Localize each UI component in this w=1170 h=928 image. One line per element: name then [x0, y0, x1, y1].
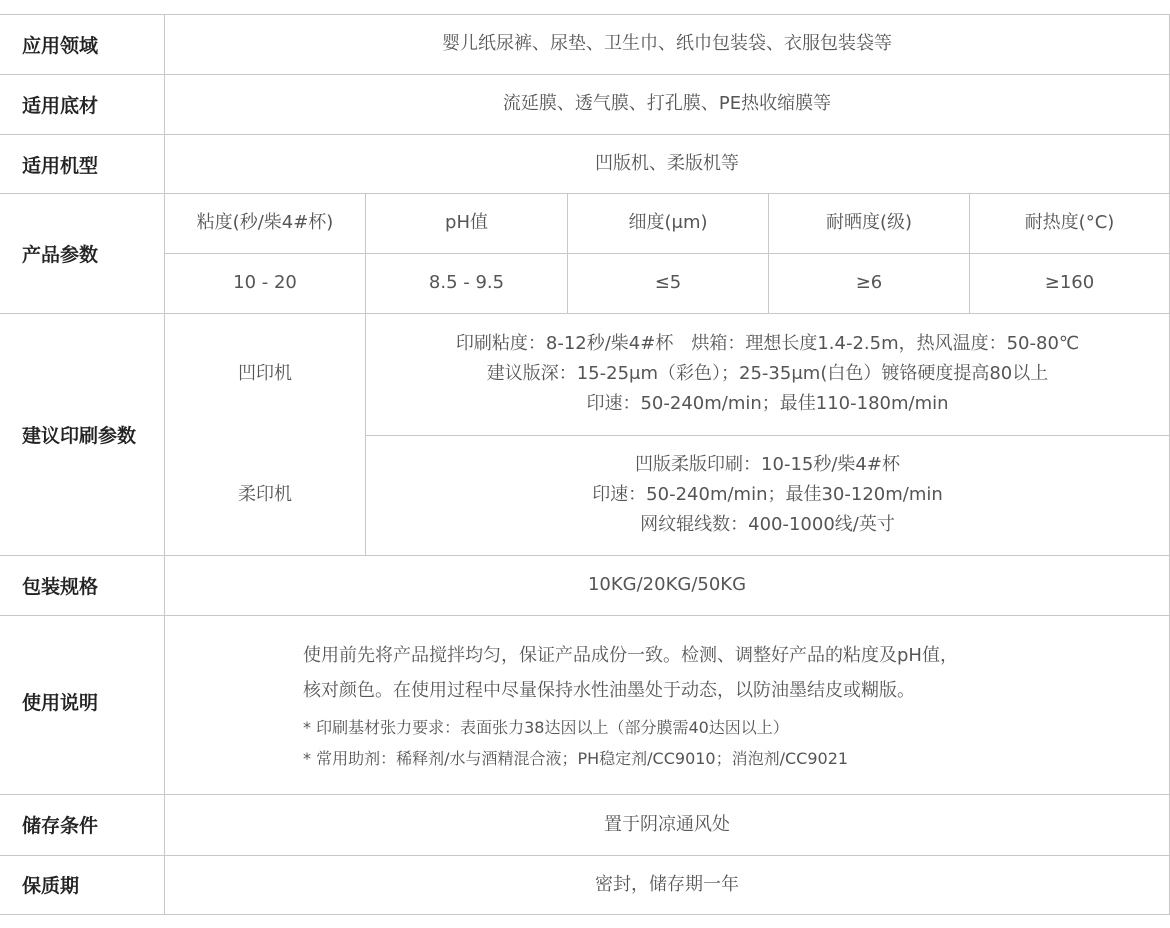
- label-application: 应用领域: [22, 34, 99, 57]
- value-substrate: 流延膜、透气膜、打孔膜、PE热收缩膜等: [502, 93, 832, 114]
- gravure-details: 印刷粘度：8-12秒/柴4#杯 烘箱：理想长度1.4-2.5m，热风温度：50-80℃ 建议版深：15-25μm（彩色）；25-35μm(白色）镀铬硬度提高80以上 印速：50-240m/min；最佳110-180m/min: [455, 333, 1080, 414]
- usage-note: * 常用助剂：稀释剂/水与酒精混合液；PH稳定剂/CC9010；消泡剂/CC9021: [303, 749, 849, 768]
- flexo-name: 柔印机: [238, 484, 292, 505]
- label-storage: 储存条件: [22, 814, 99, 837]
- label-machine: 适用机型: [22, 154, 99, 177]
- label-shelf-life: 保质期: [22, 874, 80, 897]
- value-packaging: 10KG/20KG/50KG: [587, 574, 747, 595]
- param-header-viscosity: 粘度(秒/柴4#杯): [196, 212, 334, 233]
- param-header-ph: pH值: [445, 212, 488, 233]
- usage-content: [303, 638, 1163, 774]
- param-header-fineness: 细度(μm): [628, 212, 708, 233]
- label-substrate: 适用底材: [22, 94, 99, 117]
- value-storage: 置于阴凉通风处: [604, 813, 730, 835]
- label-params: 产品参数: [22, 243, 99, 266]
- flexo-details: 凹版柔版印刷：10-15秒/柴4#杯 印速：50-240m/min；最佳30-120m/min 网纹辊线数：400-1000线/英寸: [592, 454, 943, 535]
- usage-note: * 印刷基材张力要求：表面张力38达因以上（部分膜需40达因以上）: [303, 718, 789, 737]
- param-header-lightfastness: 耐晒度(级): [825, 212, 913, 233]
- value-shelf-life: 密封，储存期一年: [595, 873, 739, 895]
- param-value-viscosity: 10 - 20: [233, 272, 297, 293]
- label-printing: 建议印刷参数: [22, 424, 137, 447]
- label-usage: 使用说明: [22, 691, 99, 714]
- param-header-heat-resistance: 耐热度(°C): [1024, 212, 1115, 233]
- param-value-heat-resistance: ≥160: [1044, 272, 1095, 293]
- param-value-fineness: ≤5: [654, 272, 682, 293]
- usage-paragraph: 使用前先将产品搅拌均匀，保证产品成份一致。检测、调整好产品的粘度及pH值，: [303, 645, 958, 666]
- param-value-ph: 8.5 - 9.5: [428, 272, 505, 293]
- label-packaging: 包装规格: [22, 575, 99, 598]
- param-value-lightfastness: ≥6: [855, 272, 883, 293]
- value-machine: 凹版机、柔版机等: [595, 152, 739, 174]
- gravure-name: 凹印机: [238, 363, 292, 384]
- usage-paragraph: 核对颜色。在使用过程中尽量保持水性油墨处于动态，以防油墨结皮或糊版。: [303, 680, 915, 701]
- value-application: 婴儿纸尿裤、尿垫、卫生巾、纸巾包装袋、衣服包装袋等: [442, 33, 892, 54]
